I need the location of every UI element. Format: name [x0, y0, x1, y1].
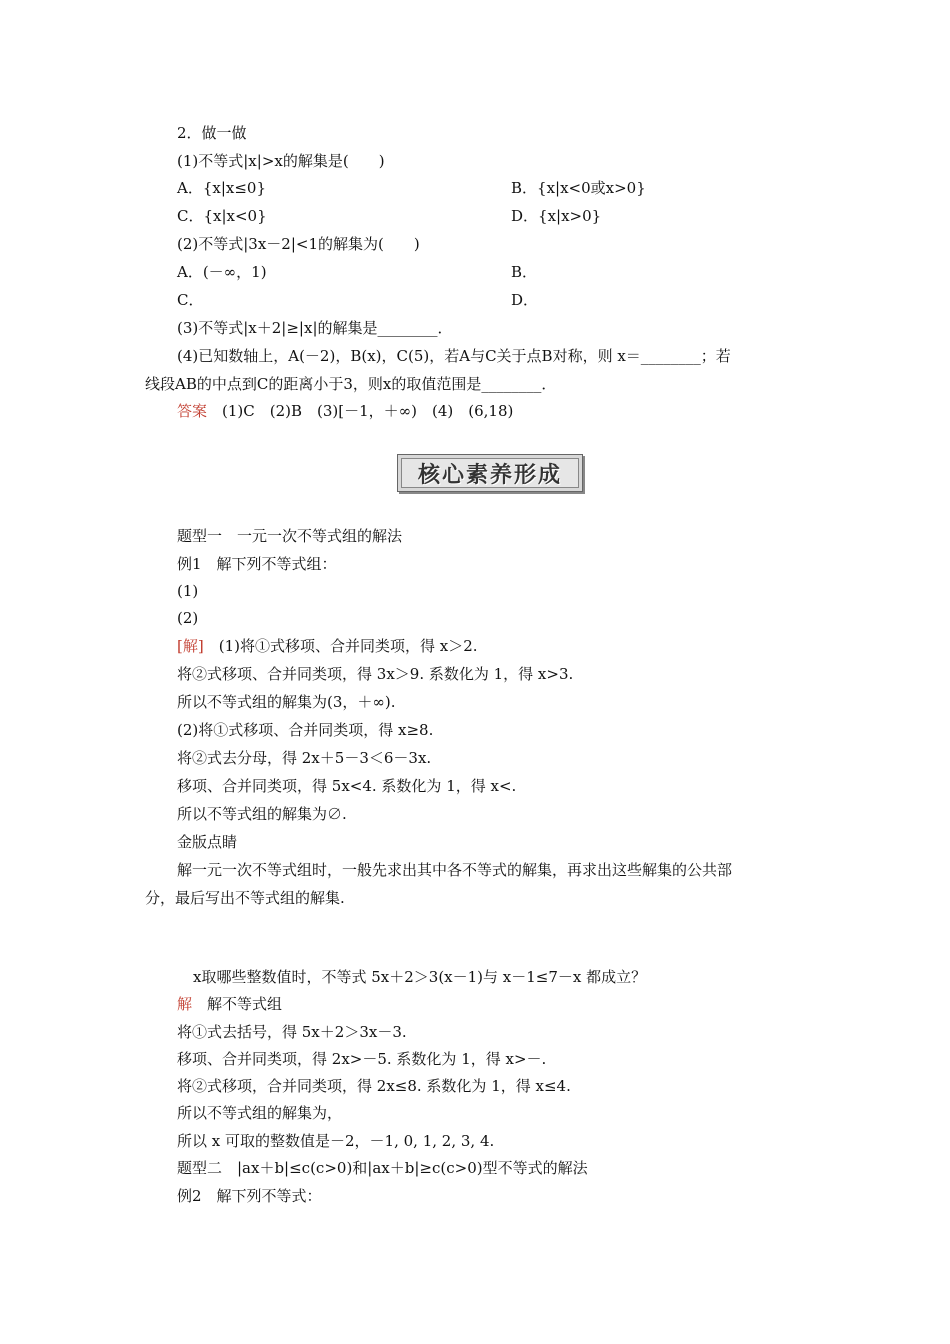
practice-question: x取哪些整数值时，不等式 5x＋2＞3(x－1)与 x－1≤7－x 都成立？	[193, 968, 647, 986]
example-2-heading: 例2 解下列不等式：	[177, 1187, 322, 1205]
q2-option-d: D．	[511, 291, 539, 309]
solution-line-1	[177, 636, 478, 656]
q1-option-b: B．{x|x<0或x>0}	[511, 179, 646, 197]
practice-solution-line-3: 移项、合并同类项，得 2x>－5. 系数化为 1，得 x>－.	[177, 1050, 547, 1068]
example-1-part-2: (2)	[177, 609, 199, 627]
tip-title: 金版点睛	[177, 833, 238, 851]
question-4-line2: 线段AB的中点到C的距离小于3，则x的取值范围是________．	[145, 375, 557, 393]
solution-text-1: (1)将①式移项、合并同类项，得 x＞2.	[218, 637, 478, 655]
type-2-heading: 题型二 |ax＋b|≤c(c>0)和|ax＋b|≥c(c>0)型不等式的解法	[177, 1159, 588, 1177]
practice-solution-line-4: 将②式移项，合并同类项，得 2x≤8. 系数化为 1，得 x≤4.	[177, 1077, 571, 1095]
tip-line-1: 解一元一次不等式组时，一般先求出其中各不等式的解集，再求出这些解集的公共部	[177, 861, 733, 879]
question-2: (2)不等式|3x－2|<1的解集为( )	[177, 235, 420, 253]
practice-solution-line-5: 所以不等式组的解集为，	[177, 1104, 343, 1122]
answer-text: (1)C (2)B (3)[－1，＋∞) (4) (6,18)	[222, 402, 514, 420]
example-1-part-1: (1)	[177, 582, 199, 600]
solution-line-4: (2)将①式移项、合并同类项，得 x≥8.	[177, 721, 434, 739]
example-1-heading: 例1 解下列不等式组：	[177, 555, 337, 573]
q2-option-b: B．	[511, 263, 538, 281]
type-1-heading: 题型一 一元一次不等式组的解法	[177, 527, 403, 545]
practice-solution-line-2: 将①式去括号，得 5x＋2＞3x－3.	[177, 1023, 407, 1041]
question-3: (3)不等式|x＋2|≥|x|的解集是________．	[177, 319, 453, 337]
practice-solution-text-1: 解不等式组	[207, 995, 283, 1013]
solution-line-5: 将②式去分母，得 2x＋5－3＜6－3x.	[177, 749, 432, 767]
answer-line	[177, 401, 513, 421]
solution-label: [解]	[177, 637, 204, 655]
tip-line-2: 分，最后写出不等式组的解集.	[145, 889, 345, 907]
q1-option-a: A．{x|x≤0}	[177, 179, 267, 197]
practice-solution-line-1	[177, 994, 282, 1014]
section-banner	[397, 454, 583, 492]
answer-label: 答案	[177, 402, 208, 420]
question-4-line1: (4)已知数轴上，A(－2)，B(x)，C(5)，若A与C关于点B对称，则 x＝________；若	[177, 347, 731, 365]
exercise-heading: 2．做一做	[177, 124, 247, 142]
practice-solution-label: 解	[177, 995, 193, 1013]
q2-option-c: C．	[177, 291, 204, 309]
solution-line-2: 将②式移项、合并同类项，得 3x＞9. 系数化为 1，得 x>3.	[177, 665, 574, 683]
q1-option-c: C．{x|x<0}	[177, 207, 267, 225]
section-banner-title: 核心素养形成	[401, 458, 579, 488]
practice-solution-line-6: 所以 x 可取的整数值是－2，－1, 0, 1, 2, 3, 4.	[177, 1132, 495, 1150]
q1-option-d: D．{x|x>0}	[511, 207, 602, 225]
solution-line-6: 移项、合并同类项，得 5x<4. 系数化为 1，得 x<.	[177, 777, 517, 795]
q2-option-a: A．(－∞，1)	[177, 263, 267, 281]
solution-line-7: 所以不等式组的解集为∅.	[177, 805, 347, 823]
solution-line-3: 所以不等式组的解集为(3，＋∞).	[177, 693, 396, 711]
question-1: (1)不等式|x|>x的解集是( )	[177, 152, 385, 170]
